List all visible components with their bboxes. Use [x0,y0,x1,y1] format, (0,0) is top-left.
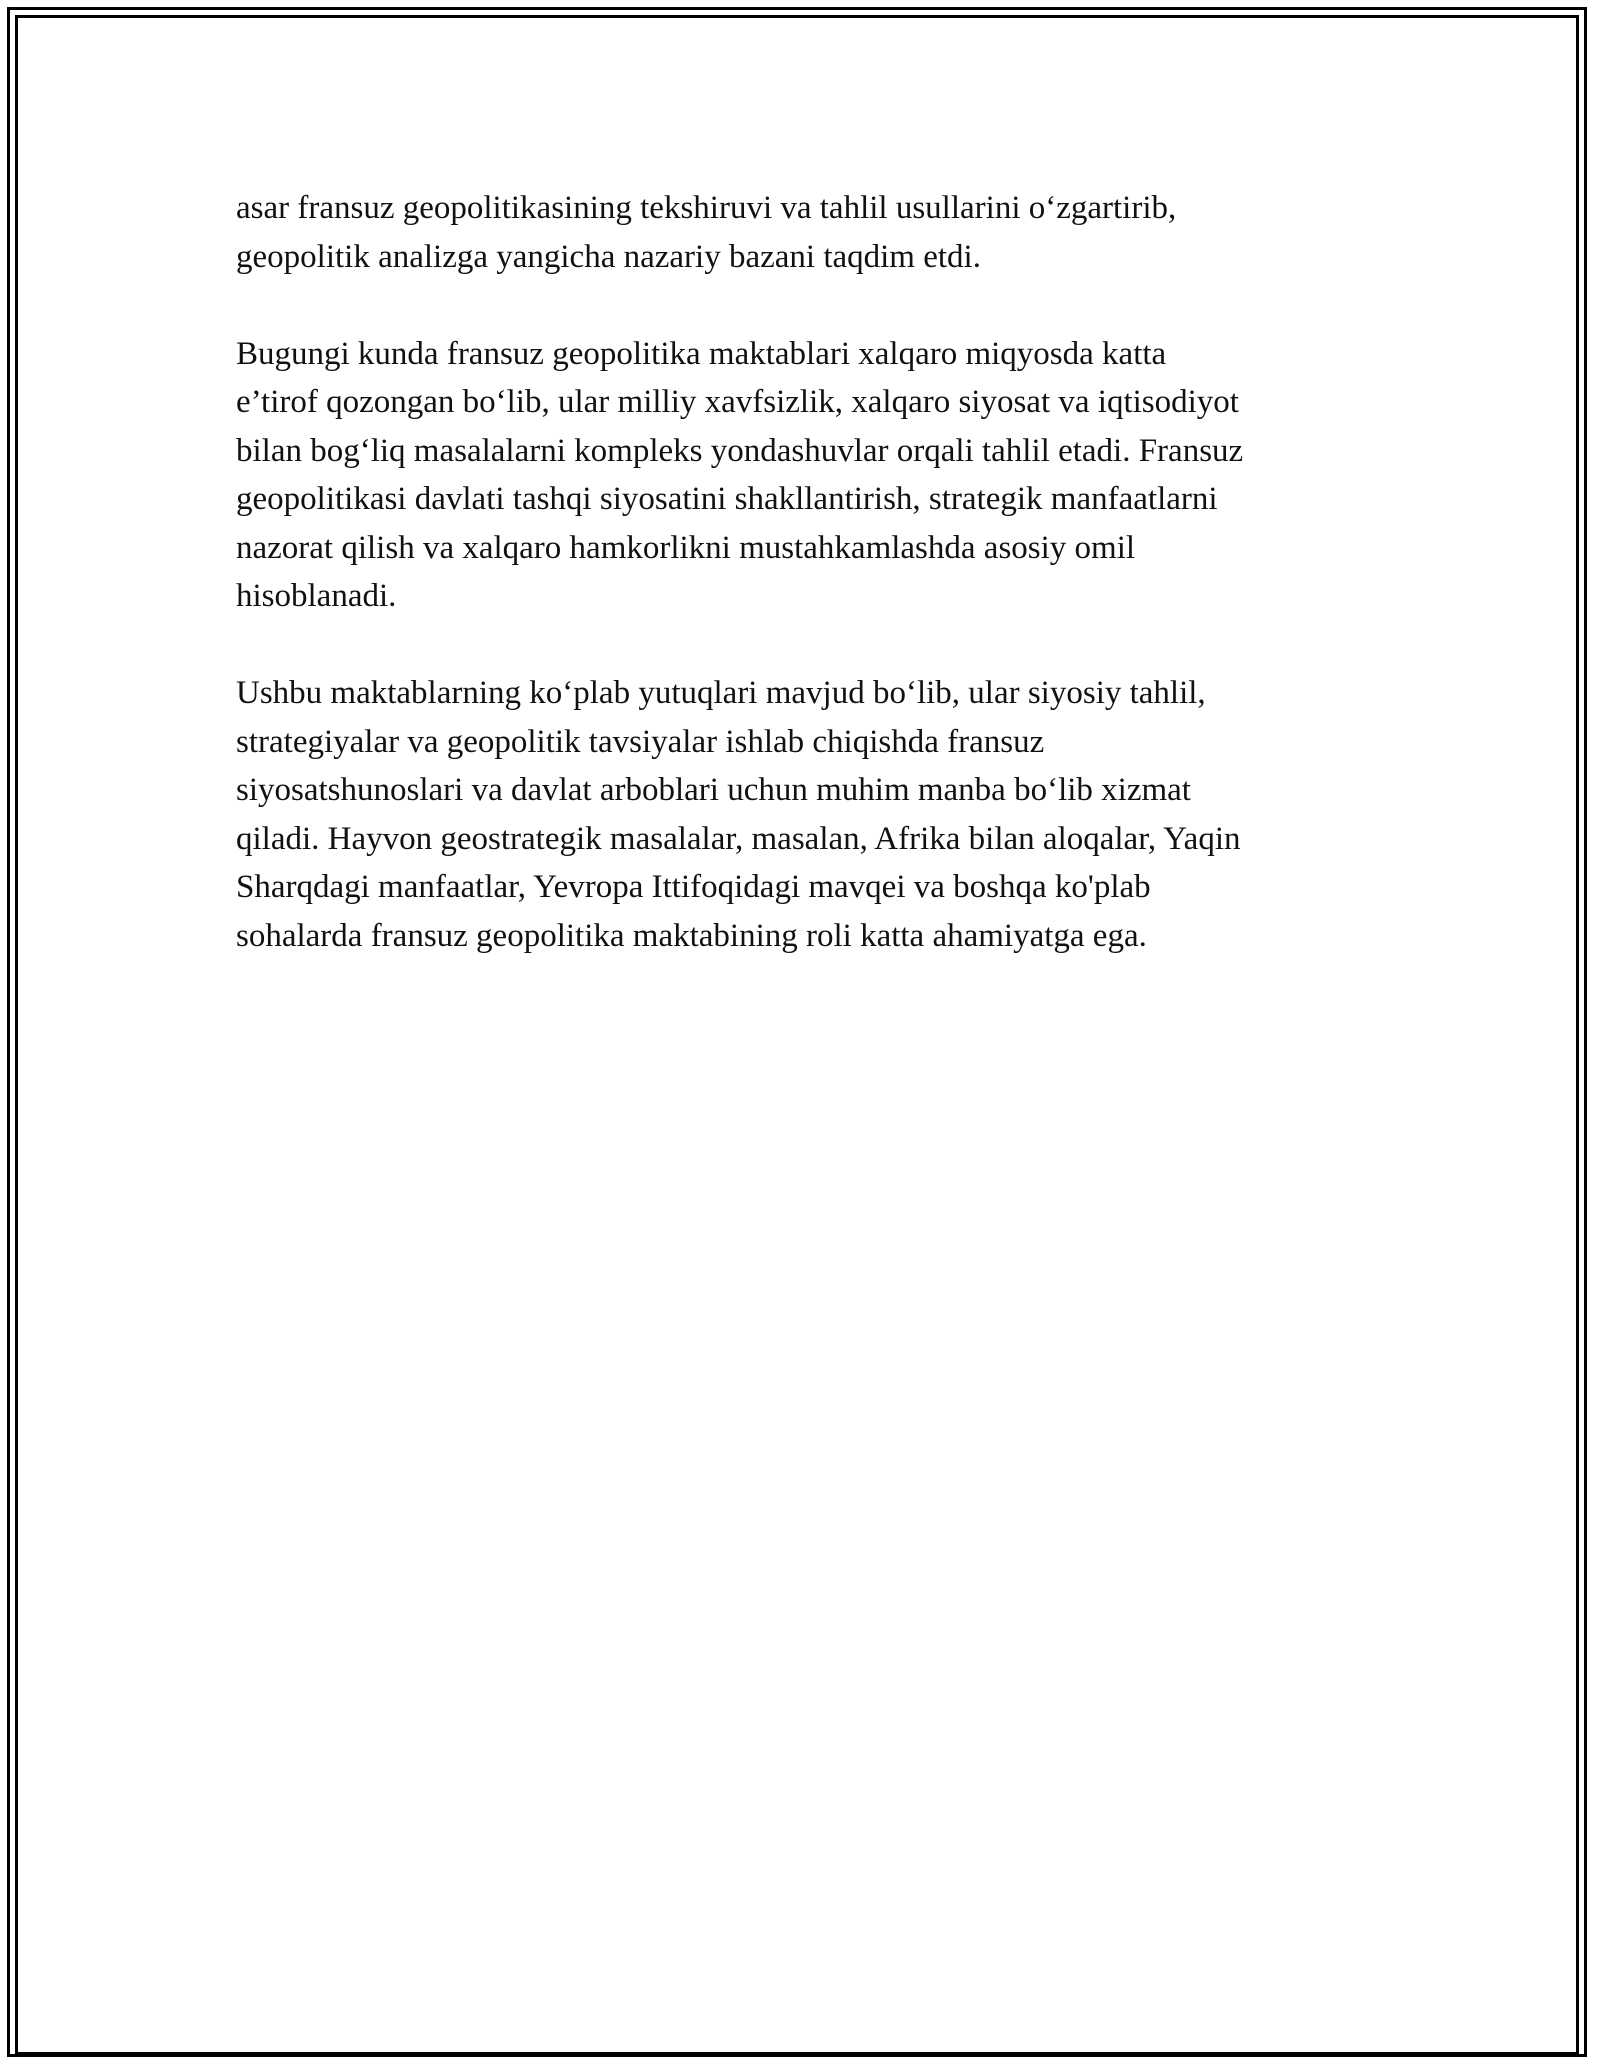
paragraph-1 [236,184,1386,281]
text-line: bilan bog‘liq masalalarni kompleks yondashuvlar orqali tahlil etadi. Fransuz [236,432,1244,469]
text-line: hisoblanadi. [236,578,397,614]
text-line: siyosatshunoslari va davlat arboblari uchun muhim manba bo‘lib xizmat [236,772,1191,808]
paragraph-3 [236,669,1386,960]
text-line: Ushbu maktablarning ko‘plab yutuqlari mavjud bo‘lib, ular siyosiy tahlil, [236,675,1206,711]
text-line: geopolitik analizga yangicha nazariy bazani taqdim etdi. [236,238,981,275]
text-line: asar fransuz geopolitikasining tekshiruvi va tahlil usullarini o‘zgartirib, [236,190,1177,226]
text-line: e’tirof qozongan bo‘lib, ular milliy xavfsizlik, xalqaro siyosat va iqtisodiyot [236,384,1239,420]
text-line: Sharqdagi manfaatlar, Yevropa Ittifoqidagi mavqei va boshqa ko'plab [236,869,1151,905]
document-body [236,184,1386,1009]
text-line: strategiyalar va geopolitik tavsiyalar ishlab chiqishda fransuz [236,723,1045,760]
paragraph-2 [236,330,1386,621]
text-line: Bugungi kunda fransuz geopolitika maktablari xalqaro miqyosda katta [236,335,1167,372]
text-line: sohalarda fransuz geopolitika maktabining roli katta ahamiyatga ega. [236,917,1147,954]
text-line: geopolitikasi davlati tashqi siyosatini shakllantirish, strategik manfaatlarni [236,481,1218,517]
text-line: nazorat qilish va xalqaro hamkorlikni mustahkamlashda asosiy omil [236,529,1136,566]
text-line: qiladi. Hayvon geostrategik masalalar, masalan, Afrika bilan aloqalar, Yaqin [236,820,1241,857]
